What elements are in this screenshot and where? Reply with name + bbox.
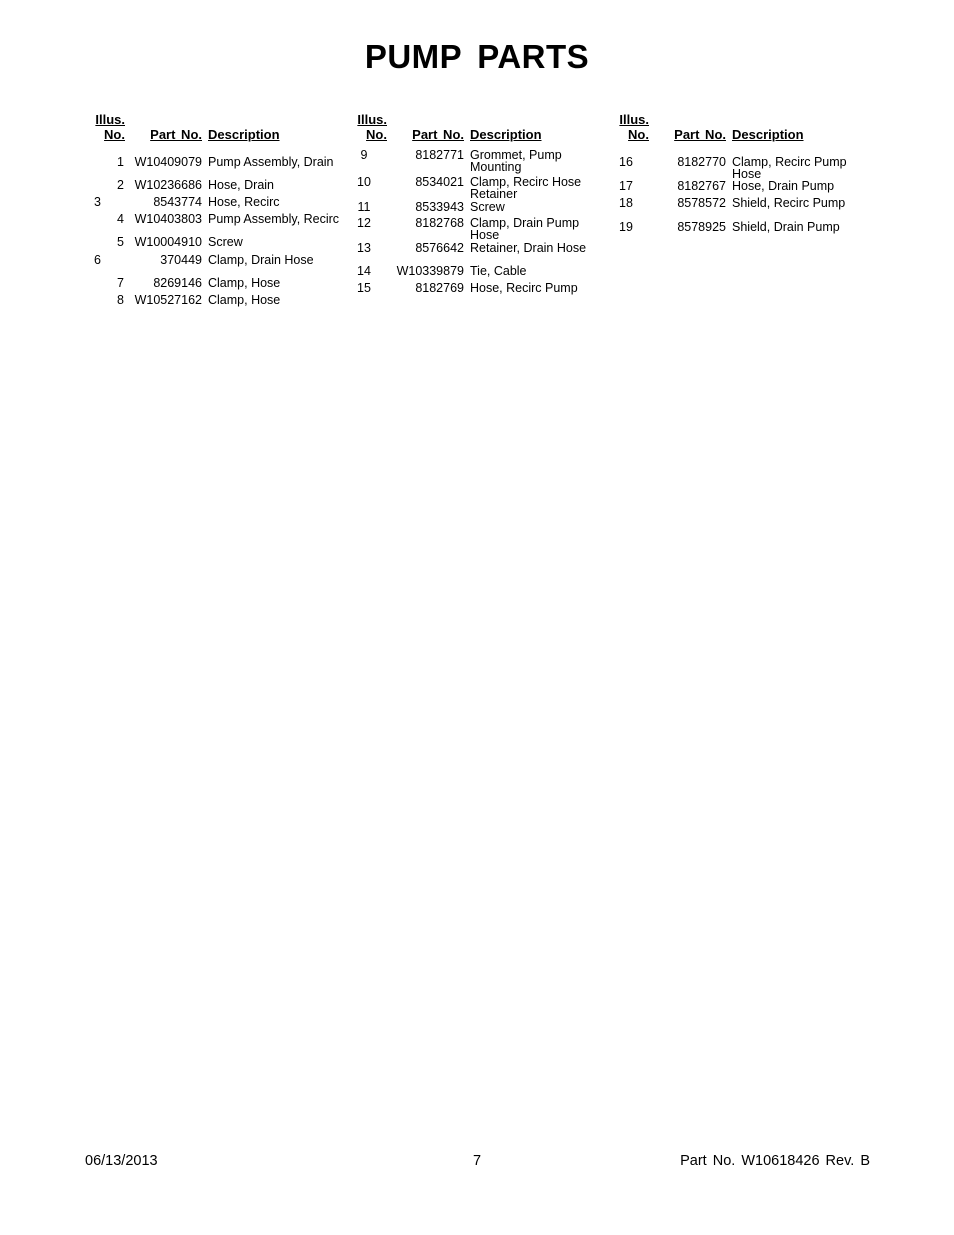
page-title: PUMP PARTS [364,38,590,75]
description-line: Clamp, Drain Pump [470,216,580,230]
part-description [732,180,834,192]
header-no: No. [104,127,125,142]
part-number: 8578925 [677,220,726,234]
part-description [732,197,845,209]
illus-number: 2 [117,178,124,192]
part-number: W10236686 [134,178,202,192]
part-number: 8576642 [415,241,464,255]
part-description [470,265,527,277]
part-description [470,149,562,173]
part-number: 8543774 [153,195,202,209]
part-number: 8182769 [415,281,464,295]
part-description [208,213,339,225]
header-no: No. [366,127,387,142]
illus-number: 8 [117,293,124,307]
part-number: 8182767 [677,179,726,193]
part-number: 8182771 [415,148,464,162]
part-number: W10004910 [134,235,202,249]
footer-date: 06/13/2013 [85,1153,158,1169]
header-part-no: Part No. [412,127,464,142]
part-number: W10409079 [134,155,202,169]
illus-number: 7 [117,276,124,290]
part-description [208,294,280,306]
description-line: Tie, Cable [470,264,527,278]
description-line: Hose, Recirc [208,195,280,209]
header-illus: Illus. [357,112,387,127]
description-line: Screw [208,235,243,249]
header-illus: Illus. [95,112,125,127]
description-line: Hose, Drain Pump [732,179,835,193]
part-description [208,196,280,208]
header-description: Description [732,127,804,142]
description-line: Retainer, Drain Hose [470,241,587,255]
illus-number: 4 [117,212,124,226]
header-illus: Illus. [619,112,649,127]
illus-number: 5 [117,235,124,249]
header-part-no: Part No. [674,127,726,142]
part-number: 8578572 [677,196,726,210]
illus-number: 11 [357,200,371,214]
description-line: Clamp, Drain Hose [208,253,314,267]
part-number: 8533943 [415,200,464,214]
part-number: 8182770 [677,155,726,169]
illus-number: 15 [357,281,371,295]
footer-page-number: 7 [472,1153,482,1169]
illus-number: 18 [619,196,633,210]
part-description [208,236,243,248]
part-description [470,217,579,241]
part-description [732,156,847,180]
illus-number: 16 [619,155,633,169]
parts-column [80,0,350,330]
part-description [732,221,840,233]
description-line: Hose, Drain [208,178,274,192]
header-no: No. [628,127,649,142]
illus-number: 6 [94,253,101,267]
description-line: Pump Assembly, Recirc [208,212,340,226]
part-description [208,254,314,266]
part-description [470,282,578,294]
description-line: Mounting [470,160,522,174]
illus-number: 1 [117,155,124,169]
illus-number: 9 [360,148,368,162]
part-number: 370449 [160,253,202,267]
description-line: Clamp, Recirc Pump [732,155,847,169]
illus-number: 19 [619,220,633,234]
part-description [470,201,505,213]
description-line: Retainer [470,187,518,201]
description-line: Grommet, Pump [470,148,562,162]
description-line: Hose [732,167,762,181]
description-line: Pump Assembly, Drain [208,155,334,169]
description-line: Clamp, Hose [208,276,281,290]
part-description [208,179,274,191]
part-number: W10527162 [134,293,202,307]
part-description [470,176,581,200]
illus-number: 13 [357,241,371,255]
illus-number: 3 [94,195,101,209]
header-description: Description [470,127,542,142]
part-number: 8269146 [153,276,202,290]
description-line: Hose, Recirc Pump [470,281,578,295]
description-line: Clamp, Recirc Hose [470,175,582,189]
part-description [208,156,334,168]
description-line: Shield, Recirc Pump [732,196,846,210]
part-description [470,242,586,254]
description-line: Clamp, Hose [208,293,281,307]
footer-part-number: Part No. W10618426 Rev. B [680,1153,870,1169]
illus-number: 14 [357,264,371,278]
description-line: Shield, Drain Pump [732,220,840,234]
parts-column [342,0,612,330]
part-number: 8534021 [415,175,464,189]
illus-number: 12 [357,216,371,230]
header-description: Description [208,127,280,142]
illus-number: 17 [619,179,633,193]
part-description [208,277,280,289]
description-line: Screw [470,200,505,214]
parts-column [604,0,874,330]
description-line: Hose [470,228,500,242]
part-number: W10403803 [134,212,202,226]
header-part-no: Part No. [150,127,202,142]
part-number: W10339879 [396,264,464,278]
part-number: 8182768 [415,216,464,230]
illus-number: 10 [357,175,371,189]
